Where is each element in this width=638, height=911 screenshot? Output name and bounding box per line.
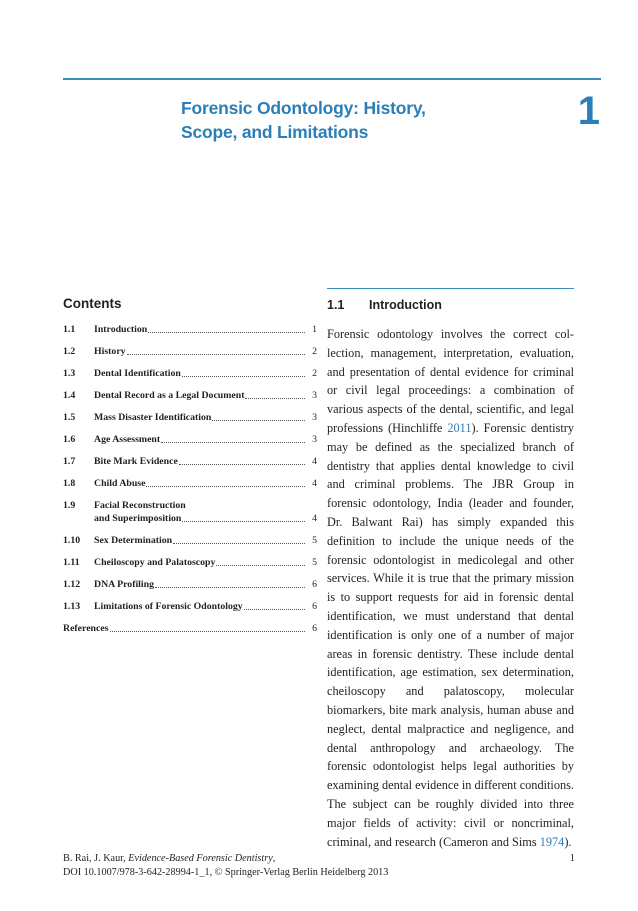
section-body (327, 325, 574, 851)
citation-link-cameron-sims[interactable]: 1974 (539, 834, 565, 849)
toc-dot-leader (127, 354, 305, 355)
toc-entry-line (94, 324, 307, 336)
toc-entry-number: 1.13 (63, 601, 81, 612)
toc-entry-page: 4 (312, 456, 317, 467)
toc-entry-line (94, 434, 307, 446)
toc-entry-line (94, 456, 307, 468)
toc-entry[interactable] (63, 390, 317, 402)
toc-entry-title: Limitations of Forensic Odontology (94, 601, 243, 612)
toc-entry-title-line-1: Facial Reconstruction (94, 500, 186, 511)
toc-entry-page: 5 (312, 557, 317, 568)
toc-entry-body (94, 434, 307, 446)
toc-entry-number: 1.2 (63, 346, 76, 357)
toc-entry[interactable] (63, 412, 317, 424)
toc-entry-line (94, 412, 307, 424)
toc-dot-leader (244, 609, 305, 610)
toc-entry[interactable] (63, 346, 317, 358)
toc-entry-number: 1.11 (63, 557, 80, 568)
toc-entry-body (94, 456, 307, 468)
toc-entry-page: 3 (312, 412, 317, 423)
toc-entry-title: Age Assessment (94, 434, 161, 445)
toc-dot-leader (161, 442, 305, 443)
toc-entry-line (94, 368, 307, 380)
toc-entry-number: 1.5 (63, 412, 76, 423)
toc-entry[interactable] (63, 368, 317, 380)
toc-entry-page: 5 (312, 535, 317, 546)
footer-citation (63, 852, 575, 866)
toc-entry-line (94, 579, 307, 591)
toc-dot-leader (182, 521, 305, 522)
toc-entry-body (94, 346, 307, 358)
toc-entry-line (94, 390, 307, 402)
footer-authors: B. Rai, J. Kaur, (63, 853, 129, 864)
chapter-number: 1 (577, 89, 600, 133)
toc-entry-body (94, 324, 307, 336)
toc-dot-leader (245, 398, 305, 399)
toc-entry-page: 4 (312, 478, 317, 489)
body-text-part-3: ). (564, 834, 572, 849)
toc-entry-body (94, 412, 307, 424)
toc-entry[interactable] (63, 601, 317, 613)
top-rule (63, 78, 601, 80)
toc-entry-references[interactable] (63, 623, 317, 635)
toc-entry-line (94, 535, 307, 547)
toc-entry[interactable] (63, 500, 317, 525)
page-footer (63, 852, 575, 880)
toc-references-page: 6 (312, 623, 317, 634)
footer-comma: , (272, 853, 276, 864)
toc-dot-leader (212, 420, 305, 421)
footer-book-title: Evidence-Based Forensic Dentistry (128, 853, 273, 864)
toc-entry-number: 1.9 (63, 500, 76, 511)
toc-dot-leader (155, 587, 305, 588)
toc-entry[interactable] (63, 478, 317, 490)
toc-entry-number: 1.12 (63, 579, 81, 590)
toc-entry-title: Dental Record as a Legal Document (94, 390, 245, 401)
section-rule (327, 288, 574, 289)
toc-entry-page: 2 (312, 368, 317, 379)
toc-entry-body (94, 368, 307, 380)
toc-entry-page: 1 (312, 324, 317, 335)
toc-entry-number: 1.6 (63, 434, 76, 445)
toc-entry[interactable] (63, 557, 317, 569)
toc-entry-title: Dental Identification (94, 368, 181, 379)
toc-entry-body (94, 390, 307, 402)
section-number: 1.1 (327, 298, 345, 312)
toc-entry-body (94, 535, 307, 547)
toc-entry-body (94, 478, 307, 490)
toc-entry-page: 2 (312, 346, 317, 357)
toc-entry-title: DNA Profiling (94, 579, 154, 590)
toc-entry-line (63, 623, 307, 635)
toc-entry-body (94, 579, 307, 591)
toc-entry[interactable] (63, 324, 317, 336)
toc-entry-body (63, 623, 307, 635)
toc-dot-leader (216, 565, 305, 566)
chapter-title (181, 96, 511, 144)
toc-entry-body (94, 500, 307, 525)
toc-entry-line (94, 557, 307, 569)
toc-entry-number: 1.1 (63, 324, 76, 335)
toc-entry-number: 1.3 (63, 368, 76, 379)
chapter-title-line-1: Forensic Odontology: History, (181, 98, 426, 118)
toc-entry-page: 3 (312, 390, 317, 401)
toc-entry-line (94, 478, 307, 490)
toc-entry-number: 1.8 (63, 478, 76, 489)
toc-dot-leader (146, 486, 305, 487)
toc-entry-page: 6 (312, 601, 317, 612)
toc-entry-title: Mass Disaster Identification (94, 412, 212, 423)
table-of-contents (63, 296, 317, 645)
toc-entry-title: Child Abuse (94, 478, 146, 489)
toc-dot-leader (179, 464, 305, 465)
toc-entry-title: Bite Mark Evidence (94, 456, 178, 467)
toc-entry-number: 1.7 (63, 456, 76, 467)
toc-references-title: References (63, 623, 109, 634)
toc-entry[interactable] (63, 579, 317, 591)
toc-entry[interactable] (63, 535, 317, 547)
toc-entry-title: and Superimposition (94, 513, 182, 524)
toc-entry-page: 6 (312, 579, 317, 590)
toc-entry-line (94, 513, 307, 525)
toc-entry-title: Cheiloscopy and Palatoscopy (94, 557, 216, 568)
page-number: 1 (569, 853, 575, 864)
introduction-section (327, 288, 574, 851)
toc-entry-line (94, 346, 307, 358)
body-text-part-2: ). Forensic dentistry may be defined as the specialized branch of dentistry that applies dental knowledge to civil and criminal problems. The JBR Group in forensic odontology, India (leader and founder, Dr. Balwant Rai) has simply expanded this definition to include the unique needs of the forensic odontologist in medicolegal and other services. While it is true that the primary mission is to support requests for aid in forensic dental identification, we must understand that dental identification is only one of a number of major areas in forensic dentistry. These include dental identification, age estimation, sex determination, cheiloscopy and palatoscopy, molecular biomarkers, bite mark analysis, human abuse and neglect, dental malpractice and negligence, and dental anthropology and archaeology. The forensic odontologist helps legal authorities by examining dental evidence in different conditions. The subject can be roughly divided into three major fields of activity: civil or noncriminal, criminal, and research (Cameron and Sims (327, 420, 575, 849)
toc-entry-number: 1.4 (63, 390, 76, 401)
toc-entry[interactable] (63, 434, 317, 446)
toc-dot-leader (173, 543, 305, 544)
section-title: Introduction (369, 298, 442, 312)
toc-entry[interactable] (63, 456, 317, 468)
footer-doi: DOI 10.1007/978-3-642-28994-1_1, © Springer-Verlag Berlin Heidelberg 2013 (63, 867, 389, 878)
toc-dot-leader (148, 332, 305, 333)
citation-link-hinchliffe[interactable]: 2011 (447, 420, 472, 435)
section-heading (327, 297, 574, 313)
toc-entry-title: Introduction (94, 324, 148, 335)
toc-entry-line (94, 601, 307, 613)
toc-entry-page: 3 (312, 434, 317, 445)
toc-dot-leader (182, 376, 305, 377)
chapter-title-line-2: Scope, and Limitations (181, 122, 369, 142)
toc-entry-number: 1.10 (63, 535, 81, 546)
toc-list (63, 324, 317, 635)
body-text-part-1: Forensic odontology involves the correct collection, management, interpretation, evaluation, and presentation of dental evidence for criminal or civil legal proceedings: a combination of various aspects of the dental, scientific, and legal professions (Hinchliffe (327, 327, 574, 435)
toc-entry-body (94, 557, 307, 569)
toc-entry-title: History (94, 346, 126, 357)
contents-heading: Contents (63, 296, 122, 311)
toc-entry-title: Sex Determination (94, 535, 173, 546)
toc-entry-body (94, 601, 307, 613)
toc-entry-page: 4 (312, 513, 317, 524)
toc-dot-leader (110, 631, 305, 632)
